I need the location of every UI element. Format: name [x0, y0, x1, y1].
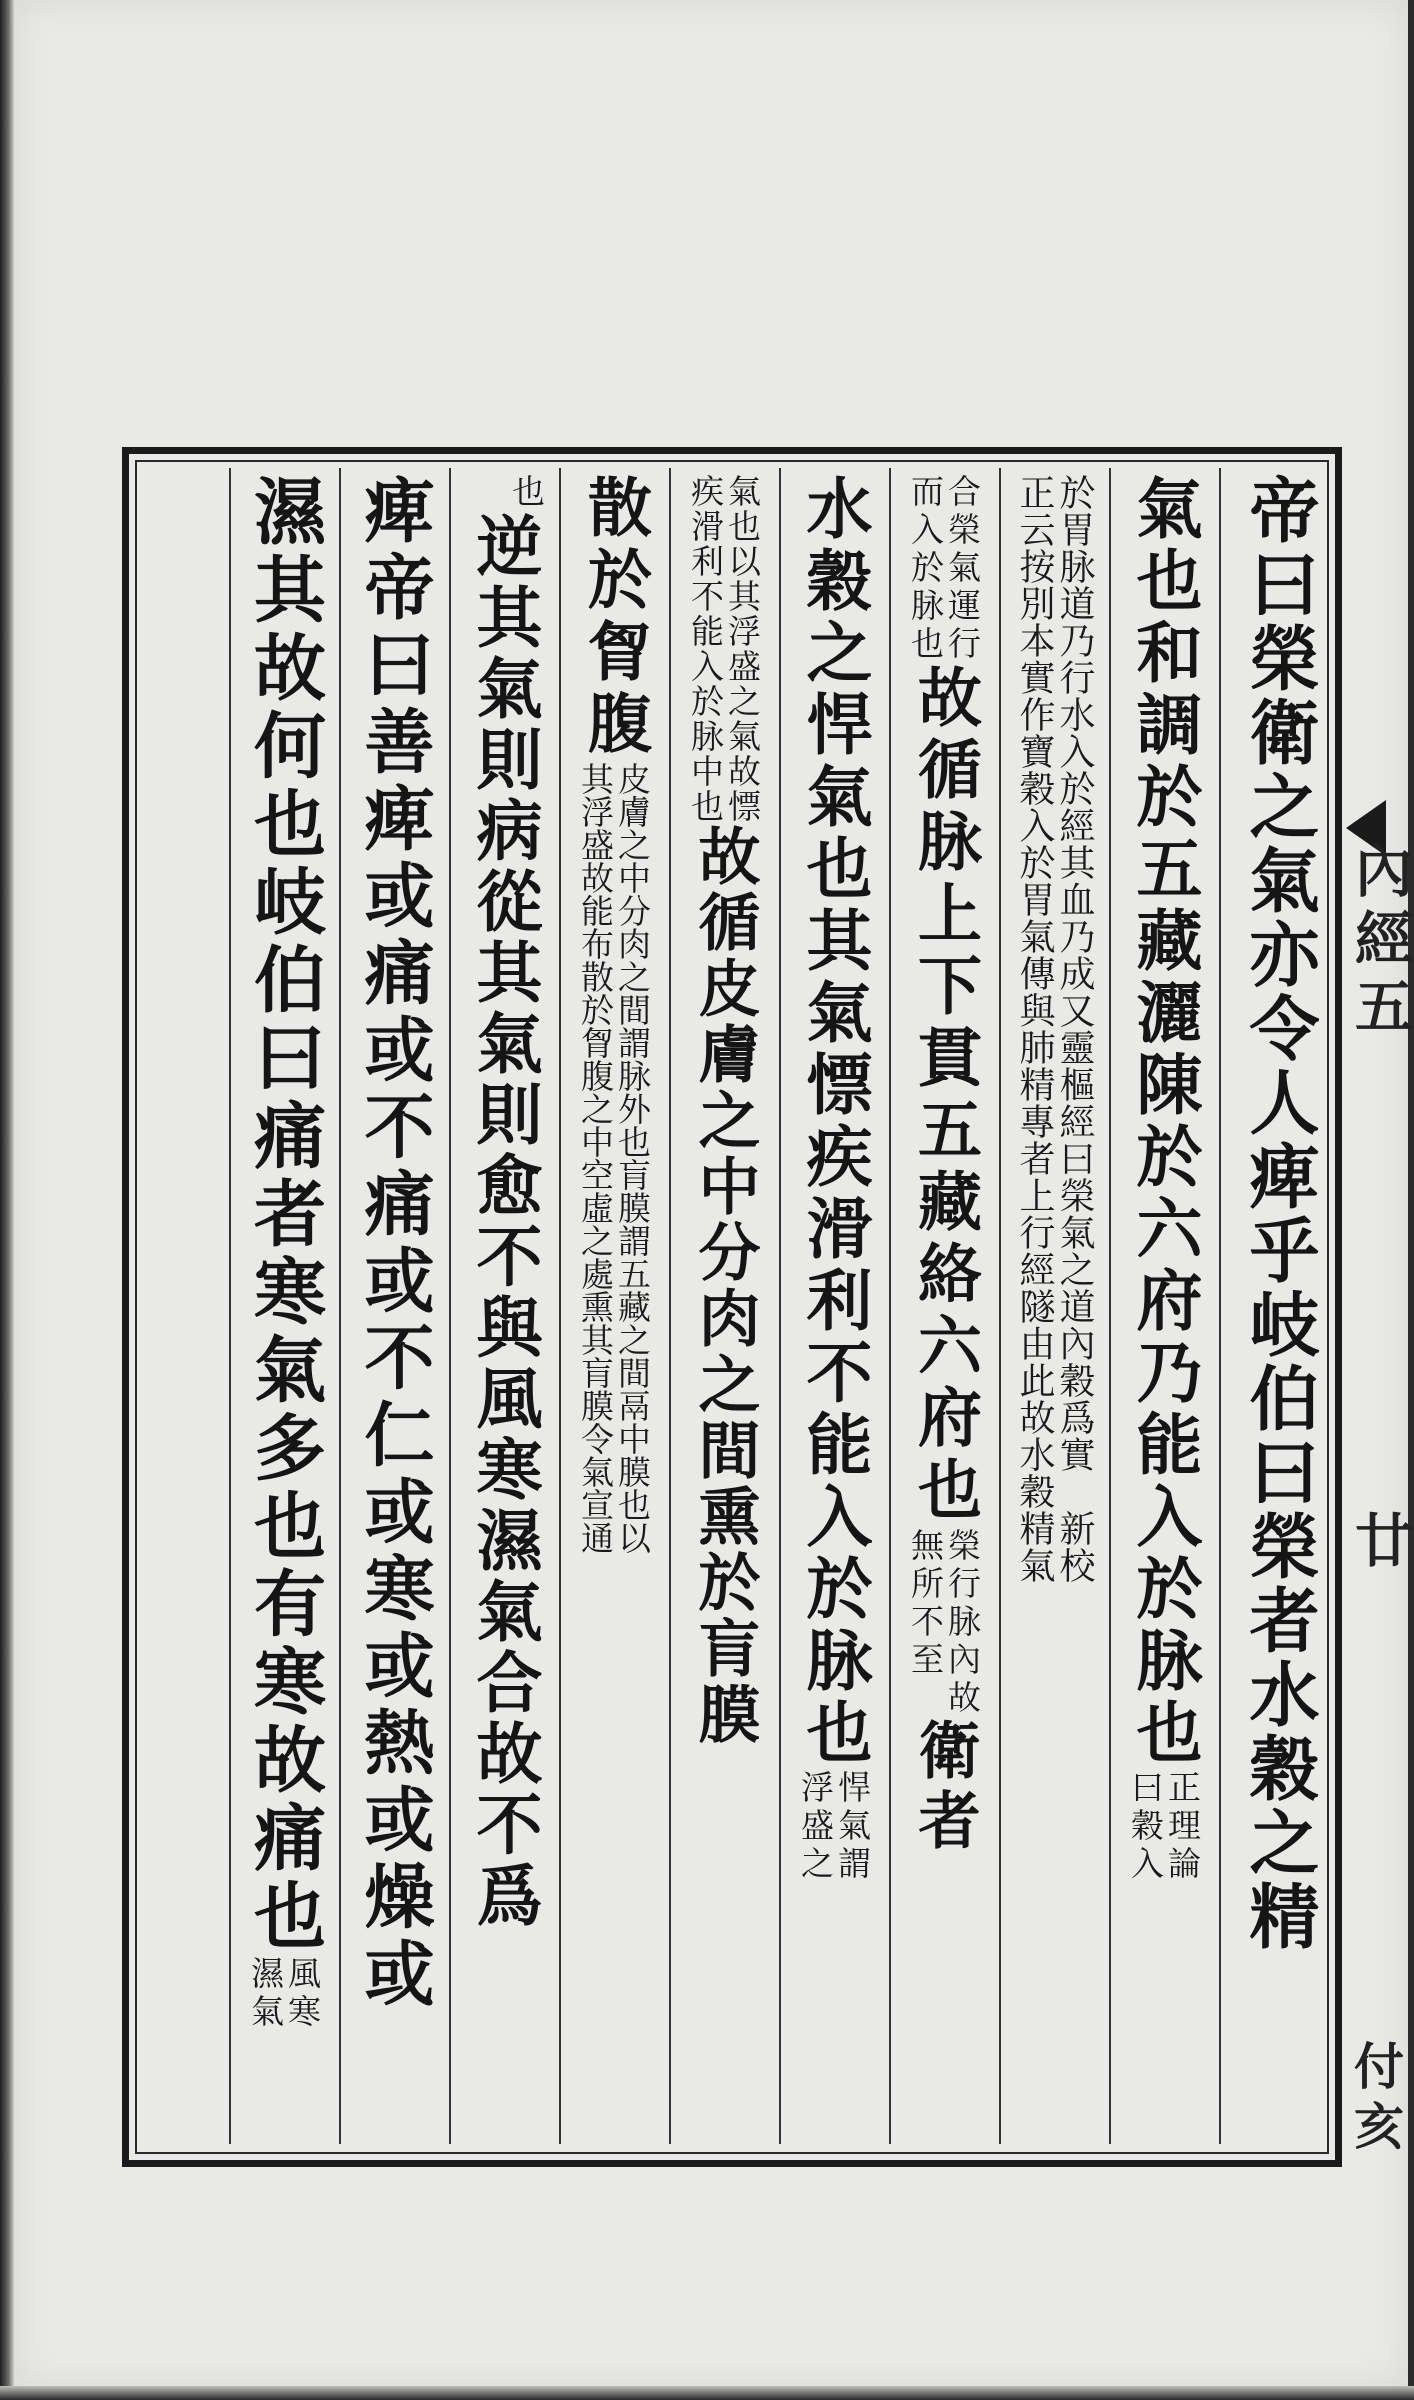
column-divider [1109, 468, 1111, 2144]
text-column-8 [459, 474, 549, 2134]
column-divider [449, 468, 451, 2144]
text-frame [122, 447, 1342, 2167]
main-text: 濕其故何也岐伯曰痛者寒氣多也有寒故痛也 [242, 474, 327, 1956]
commentary-line: 而入於脉也 [906, 474, 945, 664]
main-text: 故循皮膚之中分肉之間熏於肓膜 [688, 824, 761, 1748]
column-divider [999, 468, 1001, 2144]
commentary-pair [796, 1770, 872, 1884]
main-text: 故循脉上下貫五藏絡六府也 [907, 664, 982, 1528]
commentary-pair [906, 1528, 982, 1718]
commentary-line: 濕氣 [246, 1956, 285, 2032]
text-column-7 [569, 474, 659, 2134]
commentary-line: 正理論 [1163, 1770, 1202, 1884]
commentary-line: 皮膚之中分肉之間謂脉外也肓膜謂五藏之間鬲中膜也以 [613, 762, 652, 1554]
column-divider [339, 468, 341, 2144]
text-column-1 [1229, 474, 1329, 2134]
text-column-3 [1009, 474, 1099, 2134]
main-text: 氣也和調於五藏灑陳於六府乃能入於脉也 [1125, 474, 1203, 1770]
main-text: 痺帝曰善痺或痛或不痛或不仁或寒或熱或燥或 [353, 474, 436, 2014]
text-column-10 [239, 474, 329, 2134]
commentary-line: 無所不至 [906, 1528, 945, 1680]
commentary-line: 也 [507, 474, 546, 512]
page-bottom-edge [0, 2386, 1414, 2400]
commentary-line: 疾滑利不能入於脉中也 [686, 474, 725, 824]
commentary-pair [507, 474, 546, 512]
margin-mark: 付亥 [1346, 2040, 1405, 2160]
commentary-pair [576, 762, 652, 1554]
book-page [14, 0, 1413, 2388]
margin-title: 內經五 [1345, 840, 1413, 1044]
commentary-pair [1126, 1770, 1202, 1884]
main-text: 逆其氣則病從其氣則愈不與風寒濕氣合故不爲 [465, 512, 543, 1932]
commentary-line: 悍氣謂 [833, 1770, 872, 1884]
commentary-line: 合榮氣運行 [943, 474, 982, 664]
column-divider [669, 468, 671, 2144]
text-column-9 [349, 474, 439, 2134]
commentary-line: 榮行脉內故 [943, 1528, 982, 1718]
text-column-2 [1119, 474, 1209, 2134]
column-divider [1219, 468, 1221, 2144]
main-text: 帝曰榮衛之氣亦令人痺乎岐伯曰榮者水穀之精 [1238, 474, 1321, 1954]
column-divider [889, 468, 891, 2144]
text-column-5 [789, 474, 879, 2134]
commentary-line: 氣也以其浮盛之氣故慓 [723, 474, 762, 824]
main-text: 水穀之悍氣也其氣慓疾滑利不能入於脉也 [795, 474, 873, 1770]
block-heart-margin [1345, 460, 1413, 2160]
commentary-pair [1014, 474, 1095, 1584]
column-divider [559, 468, 561, 2144]
text-column-6 [679, 474, 769, 2134]
main-text: 散於胷腹 [577, 474, 652, 762]
commentary-line: 風寒 [283, 1956, 322, 2032]
column-divider [779, 468, 781, 2144]
margin-leaf-number: 廿 [1345, 1510, 1413, 1578]
commentary-line: 於胃脉道乃行水入於經其血乃成又靈樞經曰榮氣之道內穀爲實 新校 [1054, 474, 1095, 1584]
commentary-pair [246, 1956, 322, 2032]
text-column-4 [899, 474, 989, 2134]
commentary-pair [686, 474, 762, 824]
commentary-line: 正云按別本實作寶穀入於胃氣傳與肺精專者上行經隧由此故水穀精氣 [1014, 474, 1055, 1584]
commentary-line: 浮盛之 [796, 1770, 835, 1884]
commentary-line: 曰穀入 [1126, 1770, 1165, 1884]
commentary-line: 其浮盛故能布散於胷腹之中空虛之處熏其肓膜令氣宣通 [576, 762, 615, 1554]
commentary-pair [906, 474, 982, 664]
column-divider [229, 468, 231, 2144]
main-text: 衛者 [908, 1718, 981, 1858]
book-spine-edge [0, 0, 14, 2400]
